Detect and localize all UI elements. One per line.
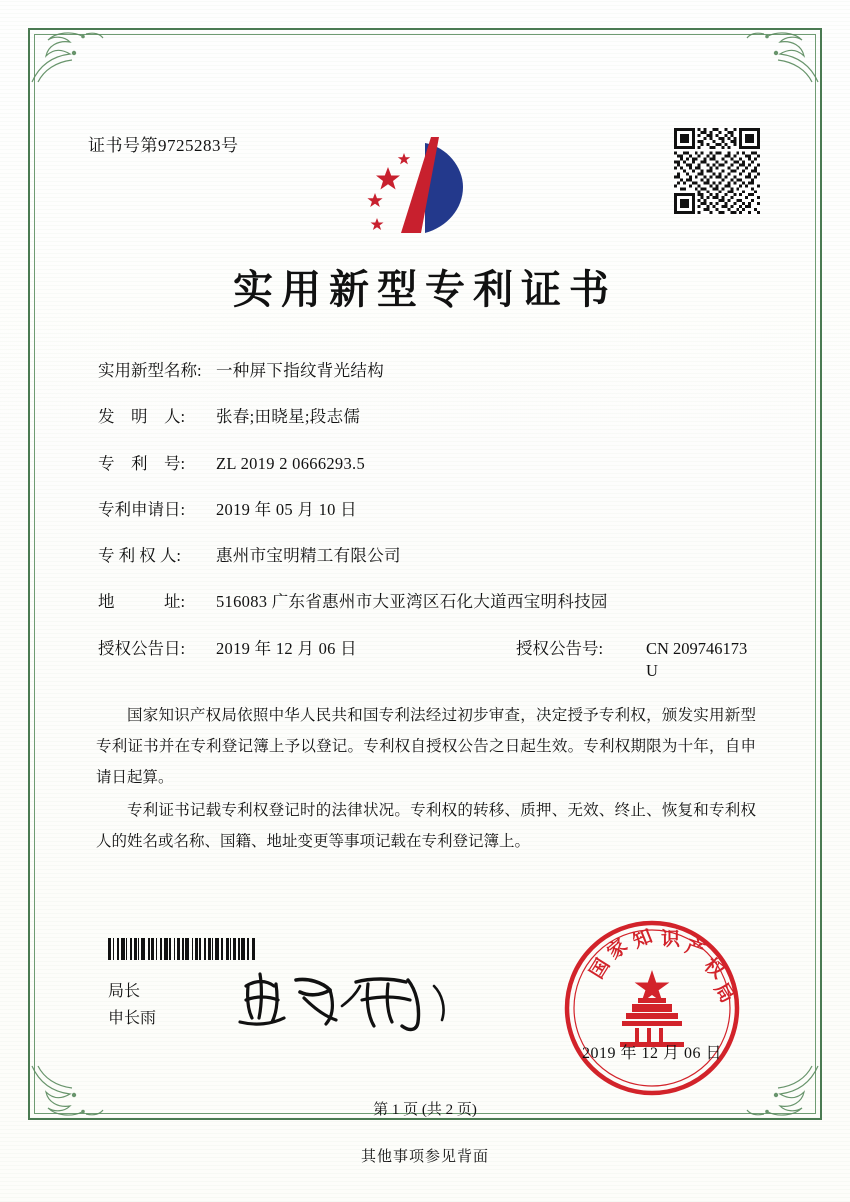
field-value-address: 516083 广东省惠州市大亚湾区石化大道西宝明科技园 (216, 592, 608, 612)
page-title: 实用新型专利证书 (233, 266, 617, 313)
field-value-inventors: 张春;田晓星;段志儒 (216, 407, 361, 427)
svg-text:家: 家 (603, 934, 632, 964)
field-label-application-date: 专利申请日: (98, 499, 186, 519)
cnipa-logo-icon (355, 125, 485, 240)
svg-text:局: 局 (709, 978, 739, 1007)
svg-text:权: 权 (699, 953, 729, 984)
svg-text:国: 国 (585, 954, 615, 983)
field-row (98, 499, 758, 521)
certificate-fields (98, 360, 758, 706)
field-row-grant (98, 638, 758, 683)
svg-text:识: 识 (661, 928, 681, 950)
field-row (98, 406, 758, 428)
signature-name: 申长雨 (108, 1010, 157, 1028)
body-text (96, 700, 756, 859)
field-value-application-date: 2019 年 05 月 10 日 (216, 499, 357, 519)
corner-ornament-icon (30, 30, 104, 84)
certificate-number: 证书号第9725283号 (88, 136, 239, 155)
seal-date: 2019 年 12 月 06 日 (581, 1045, 722, 1062)
field-label-grant-number: 授权公告号: (516, 638, 604, 658)
footer-note: 其他事项参见背面 (360, 1149, 489, 1165)
field-row (98, 591, 758, 613)
body-paragraph-1: 国家知识产权局依照中华人民共和国专利法经过初步审查，决定授予专利权，颁发实用新型专利证书并在专利登记簿上予以登记。专利权自授权公告之日起生效。专利权期限为十年，自申请日起算。 (96, 707, 756, 786)
field-value-grant-number: CN 209746173 U (646, 638, 748, 680)
field-value-utility-model-name: 一种屏下指纹背光结构 (216, 361, 384, 380)
body-paragraph-2: 专利证书记载专利权登记时的法律状况。专利权的转移、质押、无效、终止、恢复和专利权人的姓名或名称、国籍、地址变更等事项记载在专利登记簿上。 (96, 802, 756, 850)
field-row (98, 360, 758, 382)
field-value-patent-number: ZL 2019 2 0666293.5 (216, 453, 365, 473)
field-label-address: 地 址: (98, 592, 186, 612)
page-number: 第 1 页 (共 2 页) (373, 1102, 477, 1118)
field-value-grant-date: 2019 年 12 月 06 日 (216, 638, 357, 658)
field-value-patentee: 惠州市宝明精工有限公司 (216, 546, 401, 566)
svg-text:知: 知 (629, 925, 656, 953)
signature-title: 局长 (108, 983, 141, 1000)
official-seal (562, 918, 742, 1098)
field-row (98, 545, 758, 567)
field-row (98, 453, 758, 475)
field-label-grant-date: 授权公告日: (98, 638, 186, 658)
field-label-patent-number: 专 利 号: (98, 453, 186, 473)
barcode (108, 938, 304, 960)
signature-block (108, 978, 156, 1032)
qr-code-icon (674, 128, 760, 214)
field-label-utility-model-name: 实用新型名称: (98, 361, 202, 380)
corner-ornament-icon (746, 30, 820, 84)
field-label-inventors: 发 明 人: (98, 407, 186, 427)
svg-text:产: 产 (682, 935, 708, 963)
field-label-patentee: 专 利 权 人: (98, 546, 181, 566)
handwritten-signature-icon (238, 960, 453, 1035)
